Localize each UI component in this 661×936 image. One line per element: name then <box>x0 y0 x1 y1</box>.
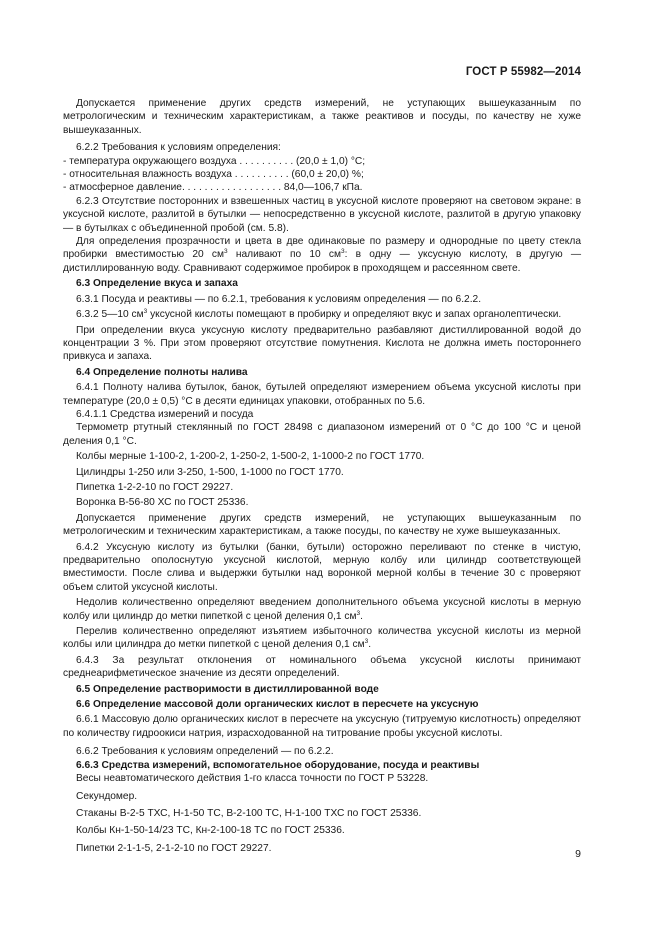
paragraph: 6.6.2 Требования к условиям определений — по 6.2.2. <box>76 746 334 758</box>
paragraph: Пипетка 1-2-2-10 по ГОСТ 29227. <box>76 481 234 493</box>
paragraph: Пипетки 2-1-1-5, 2-1-2-10 по ГОСТ 29227. <box>76 842 272 854</box>
paragraph: Допускается применение других средств измерений, не уступающих вышеуказанным по метрологическим и техническим характеристикам, а также посуды, по качеству не хуже вышеуказанных. <box>63 512 581 538</box>
paragraph: Для определения прозрачности и цвета в две одинаковые по размеру и однородные по цвету стекла пробирки вместимостью 20 $см^3$ наливают по 10 $см^3$: в одну — уксусную кислоту, в другую — дистиллированную воду. Сравнивают содержимое пробирок в проходящем и рассеянном свете. <box>63 236 582 274</box>
paragraph: Допускается применение других средств измерений, не уступающих вышеуказанным по метрологическим и техническим характеристикам, а также реактивов и посуды, по качеству не хуже вышеуказанных. <box>63 98 581 136</box>
section-heading: 6.5 Определение растворимости в дистиллированной воде <box>76 683 379 695</box>
section-heading: 6.4 Определение полноты налива <box>76 366 248 378</box>
condition-humidity: - относительная влажность воздуха . . . . . . . . . . (60,0 ± 20,0) %; <box>63 169 364 181</box>
document-header: ГОСТ Р 55982—2014 <box>465 66 581 78</box>
paragraph: 6.2.3 Отсутствие посторонних и взвешенных частиц в уксусной кислоте проверяют на световом экране: в уксусной кислоте, разлитой в бутылки — непосредственно в уксусной кислоте, разлитой в другую упаковку — в бутылках с объединенной пробой (см. 5.8). <box>63 195 581 234</box>
section-heading: 6.3 Определение вкуса и запаха <box>76 278 238 290</box>
page-number: 9 <box>575 848 581 860</box>
paragraph: При определении вкуса уксусную кислоту предварительно разбавляют дистиллированной водой до концентрации 3 %. При этом проверяют отсутствие помутнения. Кислота не должна иметь постороннего привкуса и запаха. <box>63 324 581 363</box>
paragraph: 6.3.1 Посуда и реактивы — по 6.2.1, требования к условиям определения — по 6.2.2. <box>76 293 482 305</box>
paragraph: Колбы мерные 1-100-2, 1-200-2, 1-250-2, 1-500-2, 1-1000-2 по ГОСТ 1770. <box>76 451 425 463</box>
paragraph: Колбы Кн-1-50-14/23 ТС, Кн-2-100-18 ТС по ГОСТ 25336. <box>76 825 345 837</box>
condition-pressure: - атмосферное давление. . . . . . . . . . . . . . . . . . 84,0—106,7 кПа. <box>63 182 363 194</box>
section-heading: 6.6 Определение массовой доли органических кислот в пересчете на уксусную <box>76 699 479 711</box>
subsection-heading: 6.6.3 Средства измерений, вспомогательное оборудование, посуда и реактивы <box>76 759 480 771</box>
paragraph: Термометр ртутный стеклянный по ГОСТ 28498 с диапазоном измерений от 0 °С до 100 °С и ценой деления 0,1 °С. <box>63 422 581 447</box>
paragraph: Весы неавтоматического действия 1-го класса точности по ГОСТ Р 53228. <box>76 773 429 785</box>
paragraph: 6.4.1.1 Средства измерений и посуда <box>76 408 254 420</box>
paragraph: Стаканы В-2-5 ТХС, Н-1-50 ТС, В-2-100 ТС, Н-1-100 ТХС по ГОСТ 25336. <box>76 807 422 819</box>
paragraph: Секундомер. <box>76 790 138 802</box>
paragraph: 6.4.1 Полноту налива бутылок, банок, бутылей определяют измерением объема уксусной кислоты при температуре (20,0 ± 0,5) °С в десяти единицах упаковки, отобранных по 5.6. <box>63 382 581 407</box>
paragraph: Перелив количественно определяют изъятием избыточного количества уксусной кислоты из мерной колбы или цилиндра до метки пипеткой с ценой деления 0,1 $см^3$. <box>63 626 581 651</box>
condition-temperature: - температура окружающего воздуха . . . . . . . . . . (20,0 ± 1,0) °С; <box>63 155 366 167</box>
paragraph: Цилиндры 1-250 или 3-250, 1-500, 1-1000 по ГОСТ 1770. <box>76 466 344 478</box>
paragraph: 6.6.1 Массовую долю органических кислот в пересчете на уксусную (титруемую кислотность) определяют по количеству гидроокиси натрия, израсходованной на титрование пробы уксусной кислоты. <box>63 714 581 739</box>
paragraph: Воронка В-56-80 ХС по ГОСТ 25336. <box>76 497 249 509</box>
paragraph: 6.4.3 За результат отклонения от номинального объема уксусной кислоты принимают среднеарифметическое значение из десяти определений. <box>63 654 581 680</box>
paragraph: 6.4.2 Уксусную кислоту из бутылки (банки, бутыли) осторожно переливают по стенке в чистую, предварительно ополоснутую уксусной кислотой, мерную колбу или цилиндр соответствующей вместимости. После слива и выдержки бутылки над воронкой мерной колбы в течение 30 с проверяют объем слитой уксусной кислоты. <box>63 541 581 593</box>
paragraph: Недолив количественно определяют введением дополнительного объема уксусной кислоты в мерную колбу или цилиндр до метки пипеткой с ценой деления 0,1 $см^3$. <box>63 597 581 622</box>
paragraph: 6.2.2 Требования к условиям определения: <box>76 142 281 154</box>
paragraph: 6.3.2 5—10 $см^3$ уксусной кислоты помещают в пробирку и определяют вкус и запах органолептически. <box>76 308 562 321</box>
page-content <box>63 97 581 855</box>
